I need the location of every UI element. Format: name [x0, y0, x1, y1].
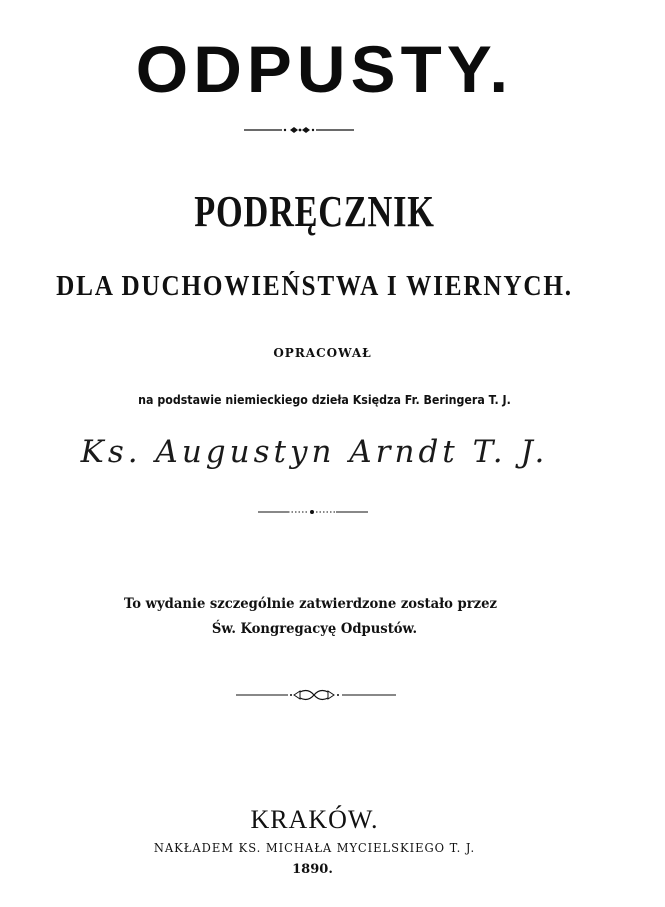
book-subtitle: PODRĘCZNIK — [194, 187, 435, 236]
basis-line: na podstawie niemieckiego dzieła Księdza Fr. Beringera T. J. — [138, 393, 511, 407]
publication-city: KRAKÓW. — [250, 805, 379, 834]
scroll-ornament-icon — [236, 688, 396, 702]
book-title: ODPUSTY. — [135, 32, 514, 106]
dotted-rule-ornament-icon — [258, 507, 368, 517]
compiled-by-label: OPRACOWAŁ — [273, 346, 372, 360]
approval-text-line-2: Św. Kongregacyę Odpustów. — [211, 621, 418, 637]
publication-year: 1890. — [292, 862, 333, 877]
rule-ornament-icon — [244, 124, 354, 136]
audience-line: DLA DUCHOWIEŃSTWA I WIERNYCH. — [56, 271, 573, 302]
author-name: Ks. Augustyn Arndt T. J. — [80, 434, 549, 470]
approval-text-line-1: To wydanie szczególnie zatwierdzone zostało przez — [124, 596, 497, 612]
publisher-line: NAKŁADEM KS. MICHAŁA MYCIELSKIEGO T. J. — [153, 841, 476, 855]
